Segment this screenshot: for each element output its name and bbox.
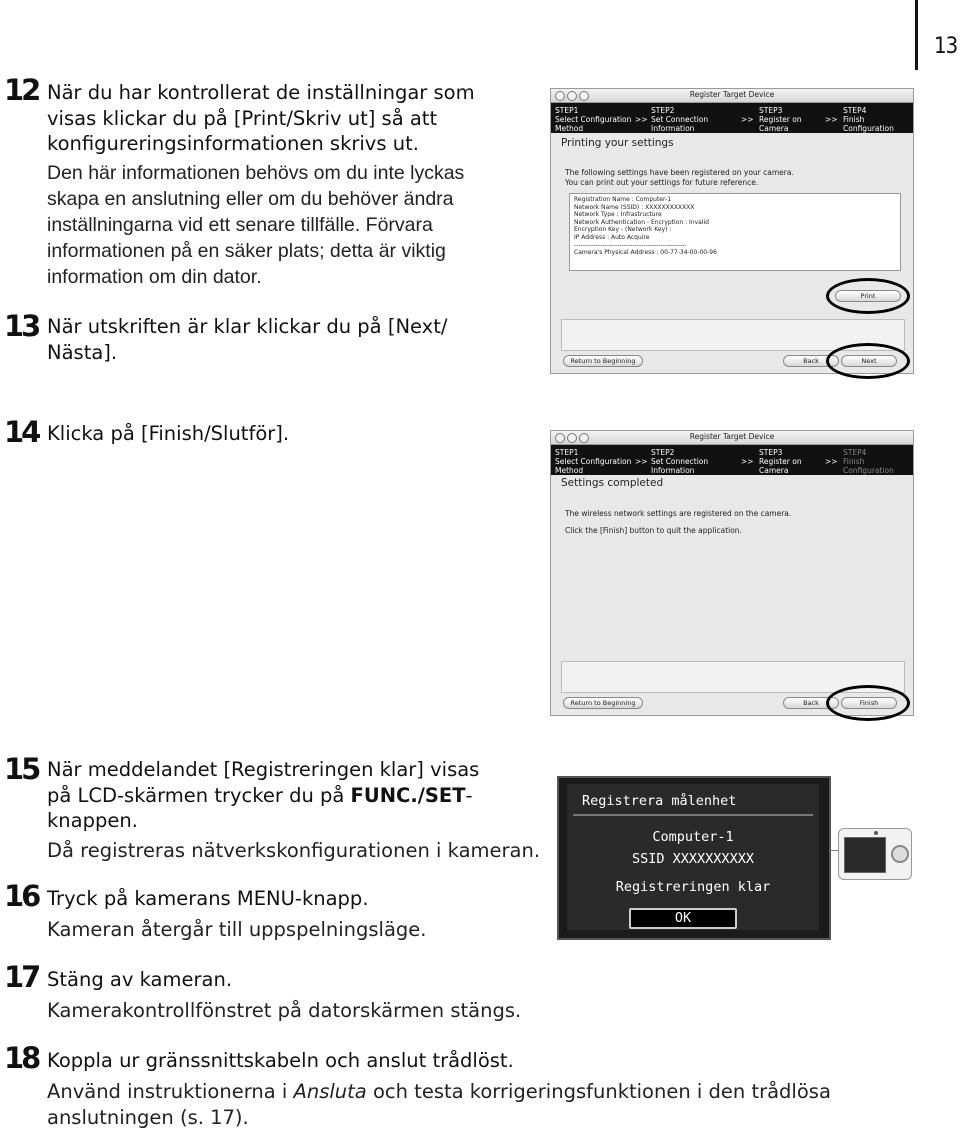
step-arrow: >> [741,115,754,124]
register-window-print [550,88,914,374]
lcd-divider [573,814,813,816]
step-arrow: >> [825,457,838,466]
register-window-finish [550,430,914,716]
step-12-text [47,80,537,157]
info-line: Registration Name : Computer-1 [574,196,672,203]
step-arrow: >> [741,457,754,466]
lcd-ok-button[interactable]: OK [629,908,737,929]
camera-dial-icon [891,845,909,863]
return-to-beginning-button[interactable]: Return to Beginning [563,697,643,709]
page-number-rule [915,0,918,70]
step-14-text: Klicka på [Finish/Slutför]. [47,422,290,445]
back-button[interactable]: Back [783,697,839,709]
info-line: Camera's Physical Address : 00-77-34-00-00-96 [574,249,717,257]
step-12-note-line: inställningarna vid ett senare tillfälle. Förvara [47,214,433,236]
step-18-text: Koppla ur gränssnittskabeln och anslut trådlöst. [47,1049,514,1072]
camera-led-icon [874,831,878,835]
connector-line [829,850,838,851]
info-line: IP Address : Auto Acquire [574,233,650,241]
step-3: STEP3 Register on Camera [759,106,802,133]
camera-back-icon [838,828,912,880]
step-4: STEP4 Finish Configuration [843,106,894,133]
step-12-line: När du har kontrollerat de inställningar som [47,81,475,104]
lcd-device-name: Computer-1 [652,829,734,845]
info-line: ---------------------------------------------------- [574,241,687,249]
step-bar [551,445,913,475]
window-heading: Settings completed [561,477,664,489]
step-12-note-line: information om din dator. [47,266,262,288]
window-text-1: The wireless network settings are registered on the camera. [565,509,792,518]
highlight-print-circle [826,278,910,314]
back-button[interactable]: Back [783,355,839,367]
print-button[interactable]: Print [835,290,901,302]
step-13-line: Nästa]. [47,340,118,364]
step-18-number: 18 [4,1041,39,1075]
step-15-number: 15 [4,752,39,786]
camera-lcd-screen [557,776,831,940]
lcd-display [567,784,819,930]
step-16-note: Kameran återgår till uppspelningsläge. [47,918,427,941]
info-line: Network Name (SSID) : XXXXXXXXXXXX [574,203,695,211]
window-heading: Printing your settings [561,137,674,149]
step-12-line: konfigureringsinformationen skrivs ut. [47,132,419,155]
step-3: STEP3 Register on Camera [759,448,802,475]
info-line: Network Type : Infrastructure [574,211,662,219]
step-bar [551,103,913,133]
step-13-number: 13 [4,309,39,343]
window-title: Register Target Device [689,432,775,441]
info-line: Encryption Key - (Network Key) : [574,226,672,234]
window-text-2: Click the [Finish] button to quit the application. [565,526,742,535]
window-titlebar [551,431,913,445]
lcd-status: Registreringen klar [615,879,771,895]
step-1: STEP1 Select Configuration Method [555,106,632,133]
step-13-text [47,314,537,365]
step-2: STEP2 Set Connection Information [651,448,709,475]
step-1: STEP1 Select Configuration Method [555,448,632,475]
step-15-line: på LCD-skärmen trycker du på FUNC./SET- [47,783,473,807]
step-18-note-line: anslutningen (s. 17). [47,1105,249,1129]
step-12-note-line: informationen på en säker plats; detta är viktig [47,240,446,262]
lcd-title: Registrera målenhet [582,793,737,809]
window-title: Register Target Device [689,90,775,99]
step-12-note-line: Den här informationen behövs om du inte lyckas [47,162,465,184]
ansluta-reference: Ansluta [293,1080,367,1103]
window-titlebar [551,89,913,103]
step-16-text: Tryck på kamerans MENU-knapp. [47,887,369,910]
step-15-note: Då registreras nätverkskonfigurationen i kameran. [47,839,541,862]
highlight-next-circle [826,343,910,379]
step-13-line: När utskriften är klar klickar du på [Next/ [47,315,448,338]
step-16-number: 16 [4,879,39,913]
step-12-number: 12 [4,73,39,107]
step-12-note [47,160,542,290]
step-2: STEP2 Set Connection Information [651,106,709,133]
settings-info-box [569,193,901,271]
finish-button[interactable]: Finish [841,697,897,709]
highlight-finish-circle [826,685,910,721]
step-15-line: knappen. [47,809,138,832]
step-15-line: När meddelandet [Registreringen klar] visas [47,758,480,781]
func-set-label: FUNC./SET [350,783,466,807]
step-17-number: 17 [4,960,39,994]
lcd-ssid: SSID XXXXXXXXXX [632,851,754,867]
info-line: Network Authentication - Encryption : Invalid [574,218,709,226]
step-4: STEP4 Finish Configuration [843,448,894,475]
step-18-note-line: Använd instruktionerna i Ansluta och testa korrigeringsfunktionen i den trådlösa [47,1080,831,1103]
step-14-number: 14 [4,415,39,449]
page-number: 13 [934,34,958,59]
step-arrow: >> [825,115,838,124]
camera-screen-icon [844,837,886,873]
next-button[interactable]: Next [841,355,897,367]
step-15-text [47,757,547,834]
step-arrow: >> [635,457,648,466]
step-arrow: >> [635,115,648,124]
return-to-beginning-button[interactable]: Return to Beginning [563,355,643,367]
step-18-note [47,1079,907,1130]
step-17-note: Kamerakontrollfönstret på datorskärmen stängs. [47,999,522,1022]
window-text: The following settings have been registered on your camera. You can print out your settings for future reference. [565,168,794,187]
step-17-text: Stäng av kameran. [47,968,233,991]
step-12-line: visas klickar du på [Print/Skriv ut] så att [47,106,438,130]
step-12-note-line: skapa en anslutning eller om du behöver ändra [47,188,454,210]
